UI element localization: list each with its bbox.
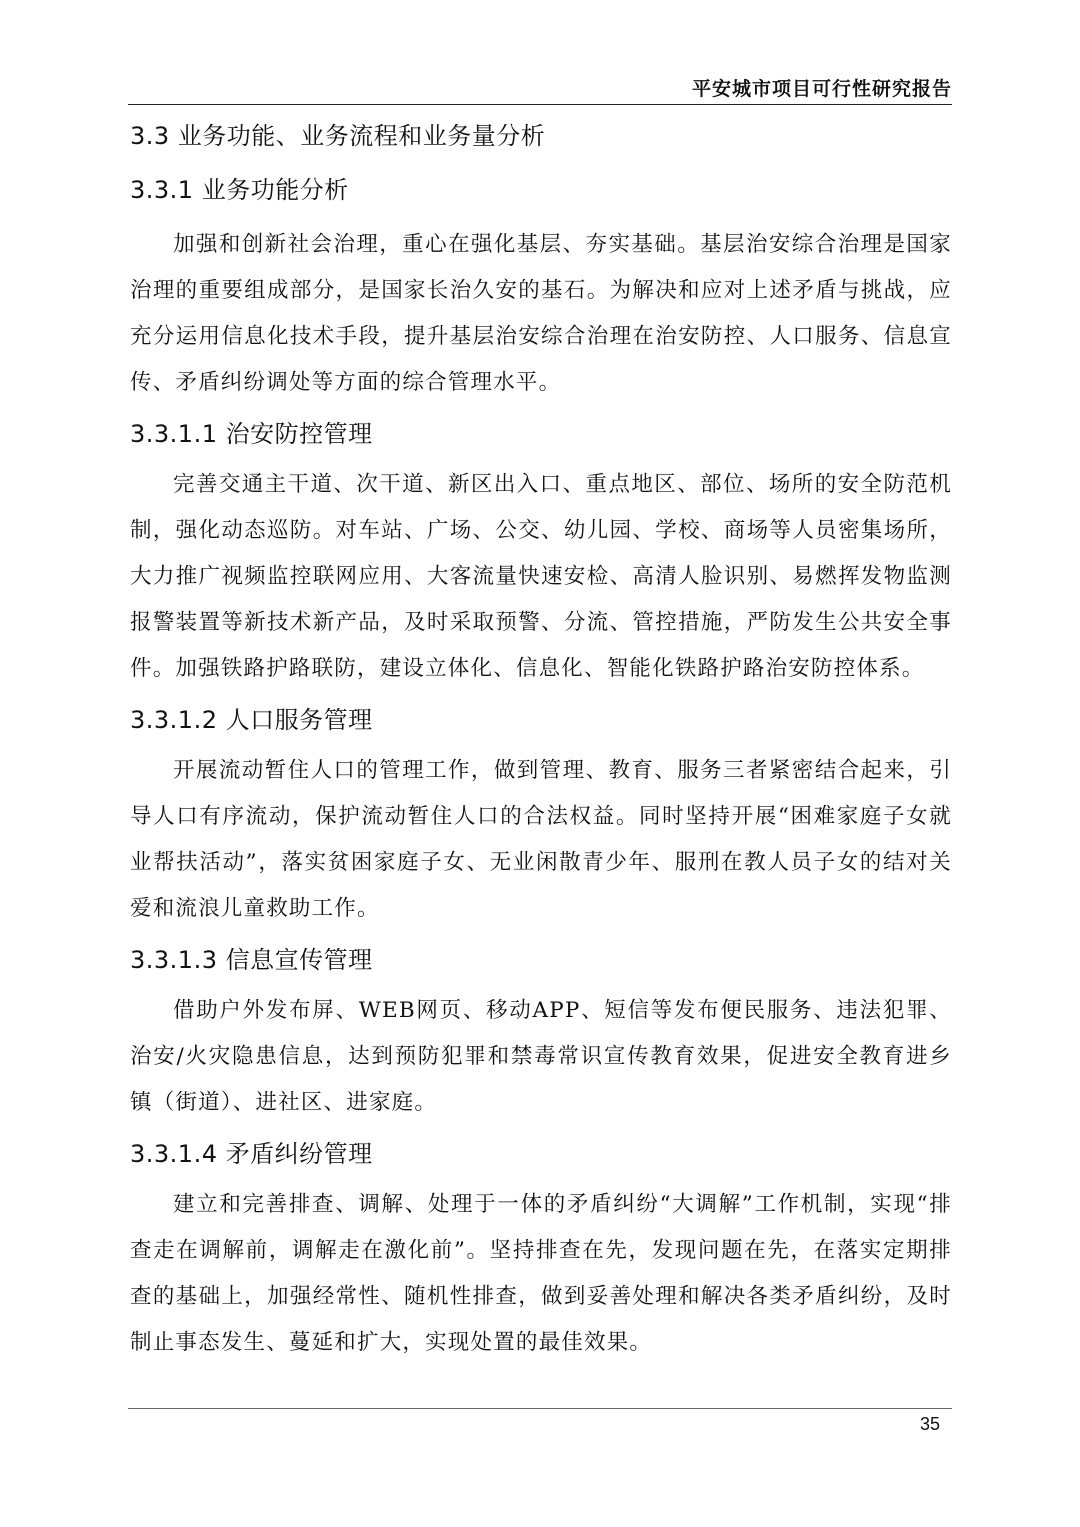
paragraph-business-function: 加强和创新社会治理，重心在强化基层、夯实基础。基层治安综合治理是国家治理的重要组成部分，是国家长治久安的基石。为解决和应对上述矛盾与挑战，应充分运用信息化技术手段，提升基层治安综合治理在治安防控、人口服务、信息宣传、矛盾纠纷调处等方面的综合管理水平。: [130, 232, 952, 395]
section-heading-3-3-1-1: 3.3.1.1 治安防控管理: [130, 420, 373, 448]
page-content: [130, 116, 952, 1372]
section-heading-3-3-1-4: 3.3.1.4 矛盾纠纷管理: [130, 1140, 373, 1168]
page-number: 35: [919, 1414, 940, 1434]
section-heading-3-3-1-3: 3.3.1.3 信息宣传管理: [130, 946, 373, 974]
section-heading-3-3: 3.3 业务功能、业务流程和业务量分析: [130, 122, 546, 150]
section-heading-3-3-1: 3.3.1 业务功能分析: [130, 176, 349, 204]
running-header: 平安城市项目可行性研究报告: [691, 78, 952, 100]
footer-rule: [128, 1408, 952, 1409]
paragraph-security-control: 完善交通主干道、次干道、新区出入口、重点地区、部位、场所的安全防范机制，强化动态巡防。对车站、广场、公交、幼儿园、学校、商场等人员密集场所，大力推广视频监控联网应用、大客流量快速安检、高清人脸识别、易燃挥发物监测报警装置等新技术新产品，及时采取预警、分流、管控措施，严防发生公共安全事件。加强铁路护路联防，建设立体化、信息化、智能化铁路护路治安防控体系。: [130, 472, 952, 681]
section-heading-3-3-1-2: 3.3.1.2 人口服务管理: [130, 706, 373, 734]
paragraph-population-service: 开展流动暂住人口的管理工作，做到管理、教育、服务三者紧密结合起来，引导人口有序流动，保护流动暂住人口的合法权益。同时坚持开展“困难家庭子女就业帮扶活动”，落实贫困家庭子女、无业闲散青少年、服刑在教人员子女的结对关爱和流浪儿童救助工作。: [130, 758, 952, 921]
paragraph-information-publicity: 借助户外发布屏、WEB网页、移动APP、短信等发布便民服务、违法犯罪、治安/火灾隐患信息，达到预防犯罪和禁毒常识宣传教育效果，促进安全教育进乡镇（街道）、进社区、进家庭。: [130, 998, 952, 1115]
paragraph-dispute-management: 建立和完善排查、调解、处理于一体的矛盾纠纷“大调解”工作机制，实现“排查走在调解前，调解走在激化前”。坚持排查在先，发现问题在先，在落实定期排查的基础上，加强经常性、随机性排查，做到妥善处理和解决各类矛盾纠纷，及时制止事态发生、蔓延和扩大，实现处置的最佳效果。: [130, 1192, 952, 1355]
header-rule: [128, 104, 952, 105]
